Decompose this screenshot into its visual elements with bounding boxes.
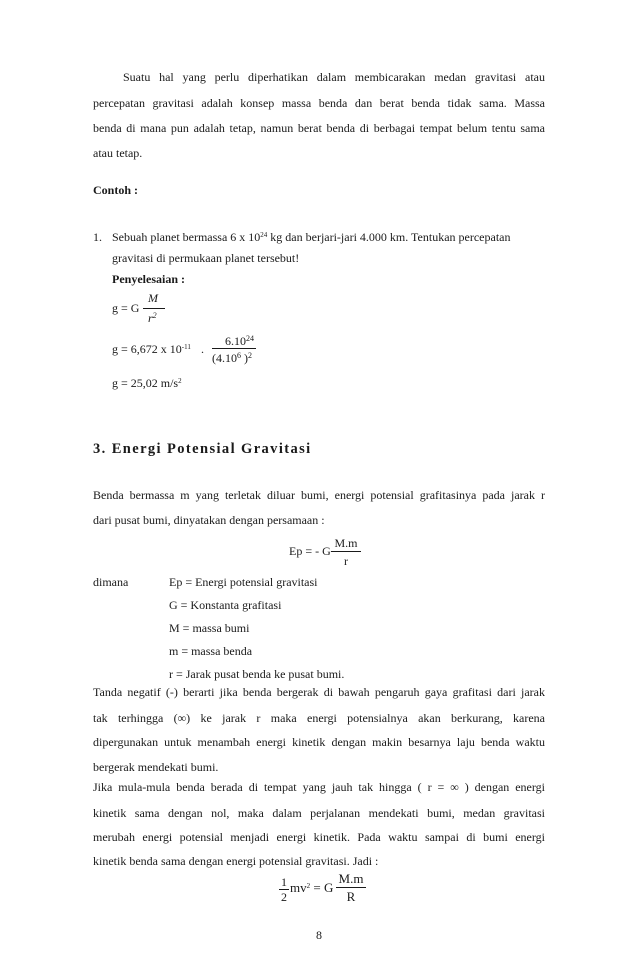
eq2-denominator-exp2: 2 [248, 351, 252, 360]
intro-line-1: Suatu hal yang perlu diperhatikan dalam membicarakan medan gravitasi atau [123, 70, 545, 84]
eq1-denominator-base: r [148, 311, 153, 325]
final-eq-middle [290, 881, 333, 895]
example-label: Contoh : [93, 183, 139, 197]
eq2-fraction-bar [212, 348, 256, 349]
definitions-label: dimana [93, 575, 129, 589]
intro-line-3: benda di mana pun adalah tetap, namun berat benda di berbagai tempat belum tentu sama [93, 121, 545, 135]
eq2-denominator-mid: ) [241, 351, 248, 365]
eq2-lhs-pre: g = 6,672 x 10 [112, 342, 182, 356]
eq1-denominator-exp: 2 [152, 311, 157, 320]
ep-eq-lhs: Ep = - G [289, 544, 331, 558]
para3-line-3: merubah energi potensial menjadi energi kinetik. Pada waktu sampai di bumi energi [93, 830, 545, 844]
eq2-denominator-exp1: 6 [237, 351, 241, 360]
eq2-lhs-exp: -11 [181, 343, 191, 351]
example-line-1-post: kg dan berjari-jari 4.000 km. Tentukan percepatan [267, 230, 511, 244]
para3-line-2: kinetik sama dengan nol, maka dalam perjalanan mendekati bumi, medan gravitasi [93, 806, 545, 820]
section-heading: 3. Energi Potensial Gravitasi [93, 441, 312, 457]
ep-eq-denominator: r [344, 554, 348, 568]
eq2-numerator [225, 334, 254, 348]
eq2-numerator-exp: 24 [246, 334, 254, 343]
eq3 [112, 376, 182, 390]
final-eq-numerator: M.m [338, 871, 364, 886]
solution-label: Penyelesaian : [112, 272, 185, 286]
intro-line-2: percepatan gravitasi adalah konsep massa benda dan berat benda tidak sama. Massa [93, 96, 545, 110]
eq3-pre: g = 25,02 m/s [112, 376, 179, 390]
definition-item: r = Jarak pusat benda ke pusat bumi. [169, 667, 345, 681]
final-eq-equals: = G [310, 880, 334, 895]
eq1-denominator [148, 311, 157, 325]
example-line-1-exp: 24 [260, 231, 268, 239]
definition-item: m = massa benda [169, 644, 253, 658]
ep-eq-numerator: M.m [334, 536, 358, 550]
definition-item: M = massa bumi [169, 621, 250, 635]
final-eq-mv-exp: 2 [306, 882, 311, 890]
intro-line-4: atau tetap. [93, 146, 143, 160]
eq2-lhs [112, 342, 191, 356]
para2-line-4: bergerak mendekati bumi. [93, 760, 219, 774]
final-eq-mv: mv [290, 880, 307, 895]
eq2-numerator-base: 6.10 [225, 334, 246, 348]
final-eq-half-numerator: 1 [281, 875, 287, 889]
para3-line-4: kinetik benda sama dengan energi potensial gravitasi. Jadi : [93, 854, 379, 868]
eq1-numerator: M [148, 291, 158, 305]
eq1-fraction-bar [143, 308, 165, 309]
eq2-denominator [212, 351, 252, 365]
eq2-denominator-pre: (4.10 [212, 351, 237, 365]
eq2-dot: . [201, 342, 204, 356]
definition-item: Ep = Energi potensial gravitasi [169, 575, 318, 589]
example-number: 1. [93, 230, 102, 244]
ep-eq-fraction-bar [331, 551, 361, 552]
example-line-2: gravitasi di permukaan planet tersebut! [112, 251, 300, 265]
para2-line-2: tak terhingga (∞) ke jarak r maka energi potensialnya akan berkurang, karena [93, 711, 545, 725]
eq3-exp: 2 [178, 377, 182, 385]
eq1-lhs: g = G [112, 301, 140, 315]
final-eq-fraction-bar [336, 887, 366, 888]
final-eq-denominator: R [346, 889, 356, 904]
page-number: 8 [316, 928, 322, 942]
final-eq-half-denominator: 2 [281, 890, 287, 904]
para2-line-1: Tanda negatif (-) berarti jika benda bergerak di bawah pengaruh gaya grafitasi dari jarak [93, 685, 545, 699]
example-line-1 [112, 230, 545, 244]
section-intro-line-2: dari pusat bumi, dinyatakan dengan persamaan : [93, 513, 325, 527]
para3-line-1: Jika mula-mula benda berada di tempat yang jauh tak hingga ( r = ∞ ) dengan energi [93, 780, 545, 794]
section-intro-line-1: Benda bermassa m yang terletak diluar bumi, energi potensial grafitasinya pada jarak r [93, 488, 545, 502]
definition-item: G = Konstanta grafitasi [169, 598, 282, 612]
example-line-1-pre: Sebuah planet bermassa 6 x 10 [112, 230, 261, 244]
para2-line-3: dipergunakan untuk menambah energi kinetik dengan makin besarnya laju benda waktu [93, 735, 545, 749]
